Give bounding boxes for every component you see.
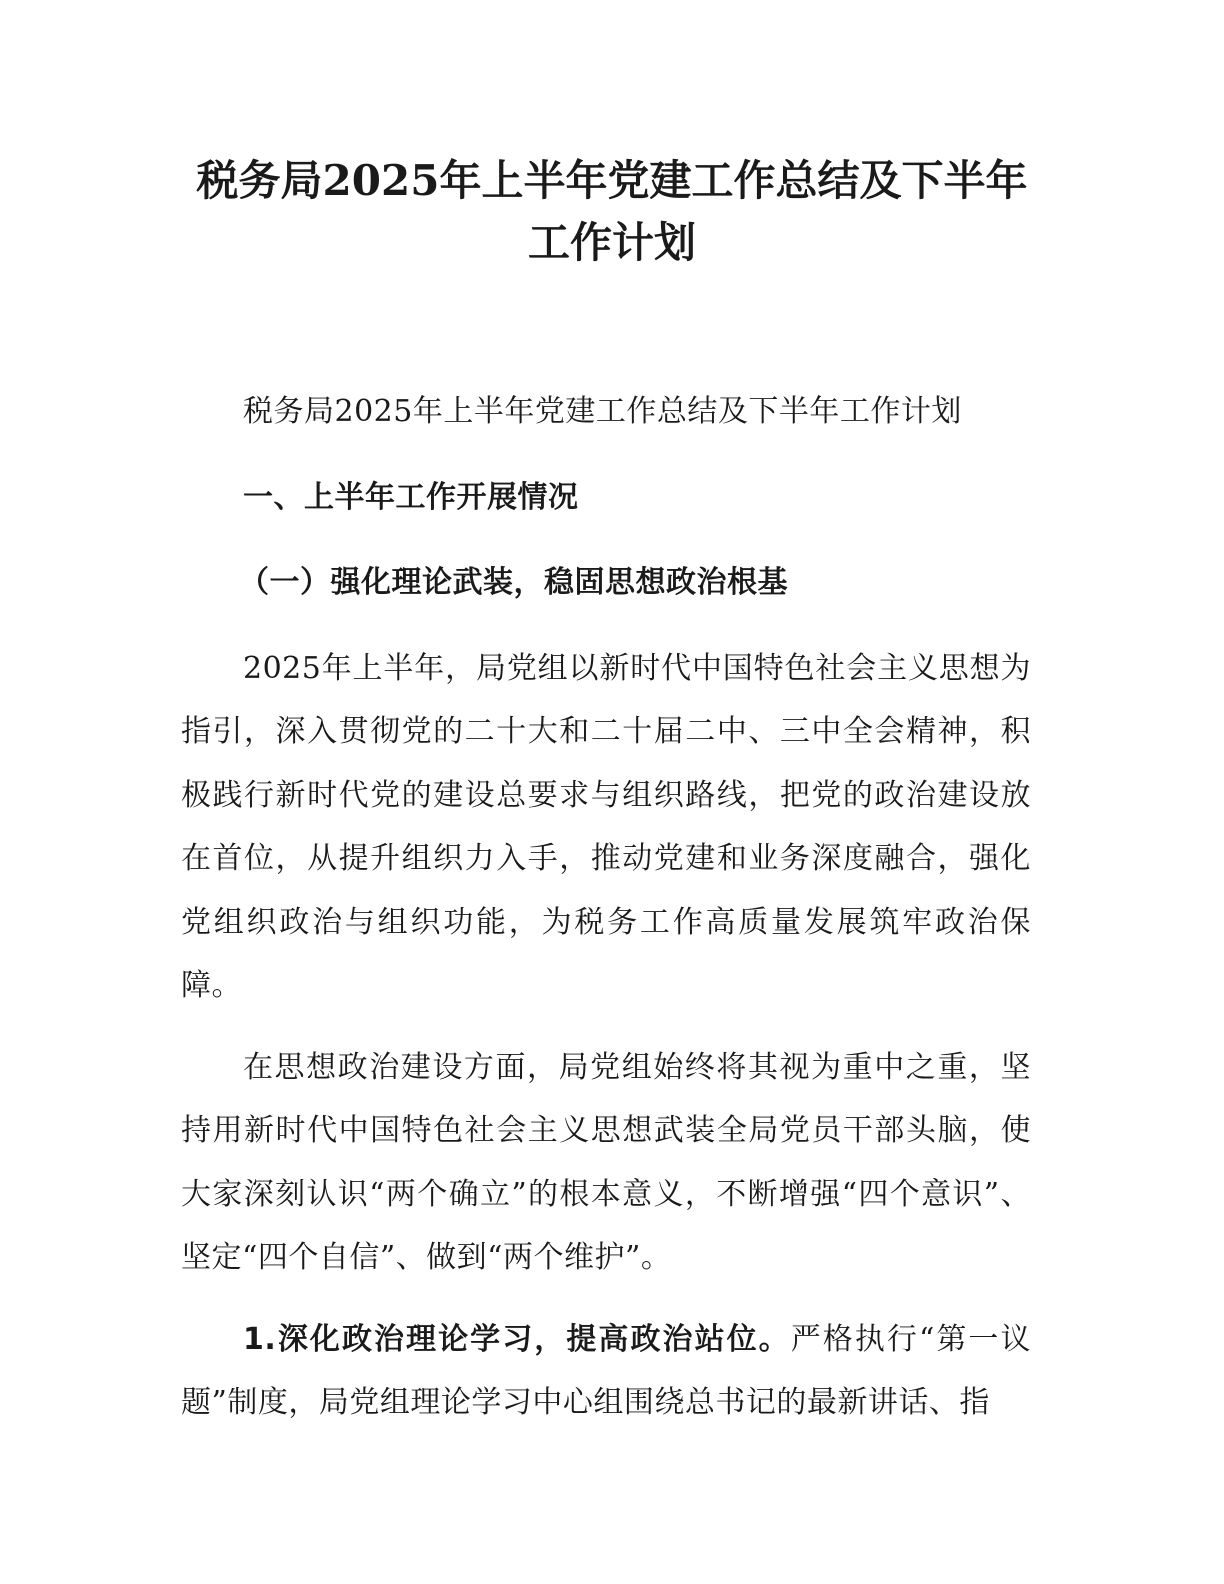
body-paragraph-3 [181, 1308, 1031, 1435]
title-line-1: 税务局2025年上半年党建工作总结及下半年 [196, 156, 1028, 205]
document-body [181, 380, 1031, 1453]
title-line-2: 工作计划 [527, 218, 696, 267]
section-heading: 一、上半年工作开展情况 [243, 479, 579, 515]
paragraph-lead-text: 1.深化政治理论学习，提高政治站位。 [243, 1321, 791, 1357]
body-paragraph-1: 2025年上半年，局党组以新时代中国特色社会主义思想为指引，深入贯彻党的二十大和二十届二中、三中全会精神，积极践行新时代党的建设总要求与组织路线，把党的政治建设放在首位，从提升组织力入手，推动党建和业务深度融合，强化党组织政治与组织功能，为税务工作高质量发展筑牢政治保障。 [181, 650, 1031, 1003]
document-title [150, 150, 1074, 274]
paragraph-text: 严格执行“第一议题”制度，局党组理论学习中心组围绕总书记的最新讲话、指 [181, 1321, 1031, 1420]
body-paragraph-2: 在思想政治建设方面，局党组始终将其视为重中之重，坚持用新时代中国特色社会主义思想武装全局党员干部头脑，使大家深刻认识“两个确立”的根本意义，不断增强“四个意识”、坚定“四个自信”、做到“两个维护”。 [181, 1049, 1031, 1275]
document-subtitle: 税务局2025年上半年党建工作总结及下半年工作计划 [243, 394, 962, 429]
subsection-heading: （一）强化理论武装，稳固思想政治根基 [239, 565, 788, 600]
